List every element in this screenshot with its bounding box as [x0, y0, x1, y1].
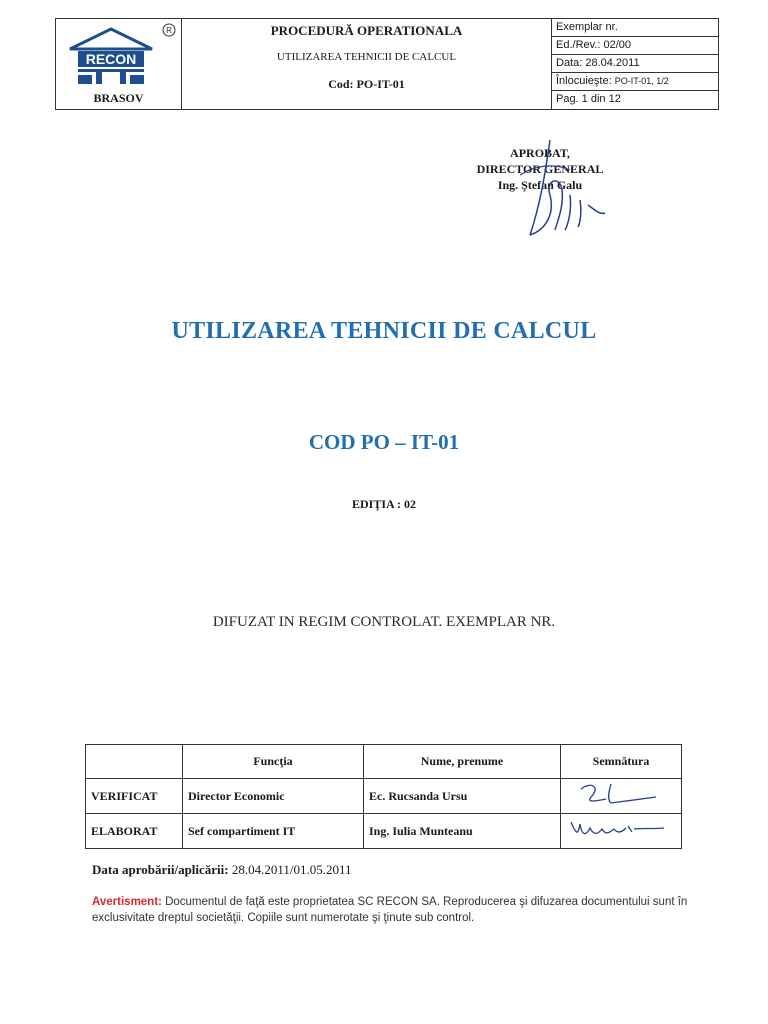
- approval-date-value: 28.04.2011/01.05.2011: [231, 862, 352, 877]
- approval-date-label: Data aprobării/aplicării:: [92, 862, 229, 877]
- signature-verificat: [566, 779, 666, 809]
- replaces-label: Înlocuieşte:: [556, 75, 612, 87]
- warning-text: Documentul de faţă este proprietatea SC RECON SA. Reproducerea şi difuzarea documentului sunt în exclusivitate dreptul societăţii. Copiile sunt numerotate şi ţinute sub control.: [92, 896, 688, 924]
- registered-mark: R: [166, 26, 172, 35]
- approval-line1: APROBAT,: [510, 146, 570, 160]
- row-function: Sef compartiment IT: [183, 814, 364, 849]
- page-number: Pag. 1 din 12: [556, 93, 621, 105]
- approval-line3: Ing. Ştefan Galu: [497, 178, 583, 192]
- row-function: Director Economic: [183, 779, 364, 814]
- warning-notice: [92, 894, 692, 926]
- header-meta-cell: [552, 19, 718, 109]
- row-signature: [561, 814, 682, 849]
- table-row: [86, 779, 682, 814]
- approval-line2: DIRECTOR GENERAL: [476, 162, 604, 176]
- edition-label: EDIŢIA : 02: [351, 497, 416, 511]
- distribution-note: DIFUZAT IN REGIM CONTROLAT. EXEMPLAR NR.: [212, 614, 556, 630]
- doc-title-small: UTILIZAREA TEHNICII DE CALCUL: [276, 51, 457, 63]
- header-date: Data: 28.04.2011: [552, 55, 718, 73]
- table-row: [86, 814, 682, 849]
- replaces-row: [552, 73, 718, 91]
- warning-label: Avertisment:: [92, 896, 162, 908]
- logo-text: RECON: [85, 51, 137, 67]
- city-label: BRASOV: [93, 91, 144, 105]
- table-header-empty: [86, 745, 183, 779]
- edition-rev: Ed./Rev.: 02/00: [552, 37, 718, 55]
- row-role: VERIFICAT: [86, 779, 183, 814]
- table-header-row: [86, 745, 682, 779]
- table-header-signature: Semnătura: [561, 745, 682, 779]
- header-title-cell: [182, 19, 552, 109]
- document-code: COD PO – IT-01: [308, 430, 460, 454]
- table-header-name: Nume, prenume: [364, 745, 561, 779]
- document-header: [55, 18, 719, 110]
- doc-code: Cod: PO-IT-01: [328, 77, 405, 91]
- director-signature: [500, 135, 610, 245]
- row-name: Ec. Rucsanda Ursu: [364, 779, 561, 814]
- row-role: ELABORAT: [86, 814, 183, 849]
- doc-type: PROCEDURĂ OPERATIONALA: [270, 23, 463, 38]
- recon-logo: [56, 19, 181, 91]
- signature-elaborat: [566, 814, 666, 844]
- document-title: UTILIZAREA TEHNICII DE CALCUL: [171, 318, 597, 344]
- approval-date-line: [92, 862, 352, 878]
- exemplar-label: Exemplar nr.: [552, 19, 718, 37]
- table-header-function: Funcţia: [183, 745, 364, 779]
- row-signature: [561, 779, 682, 814]
- row-name: Ing. Iulia Munteanu: [364, 814, 561, 849]
- replaces-value: PO-IT-01, 1/2: [614, 76, 669, 86]
- signature-table: [85, 744, 682, 849]
- logo-cell: [56, 19, 182, 109]
